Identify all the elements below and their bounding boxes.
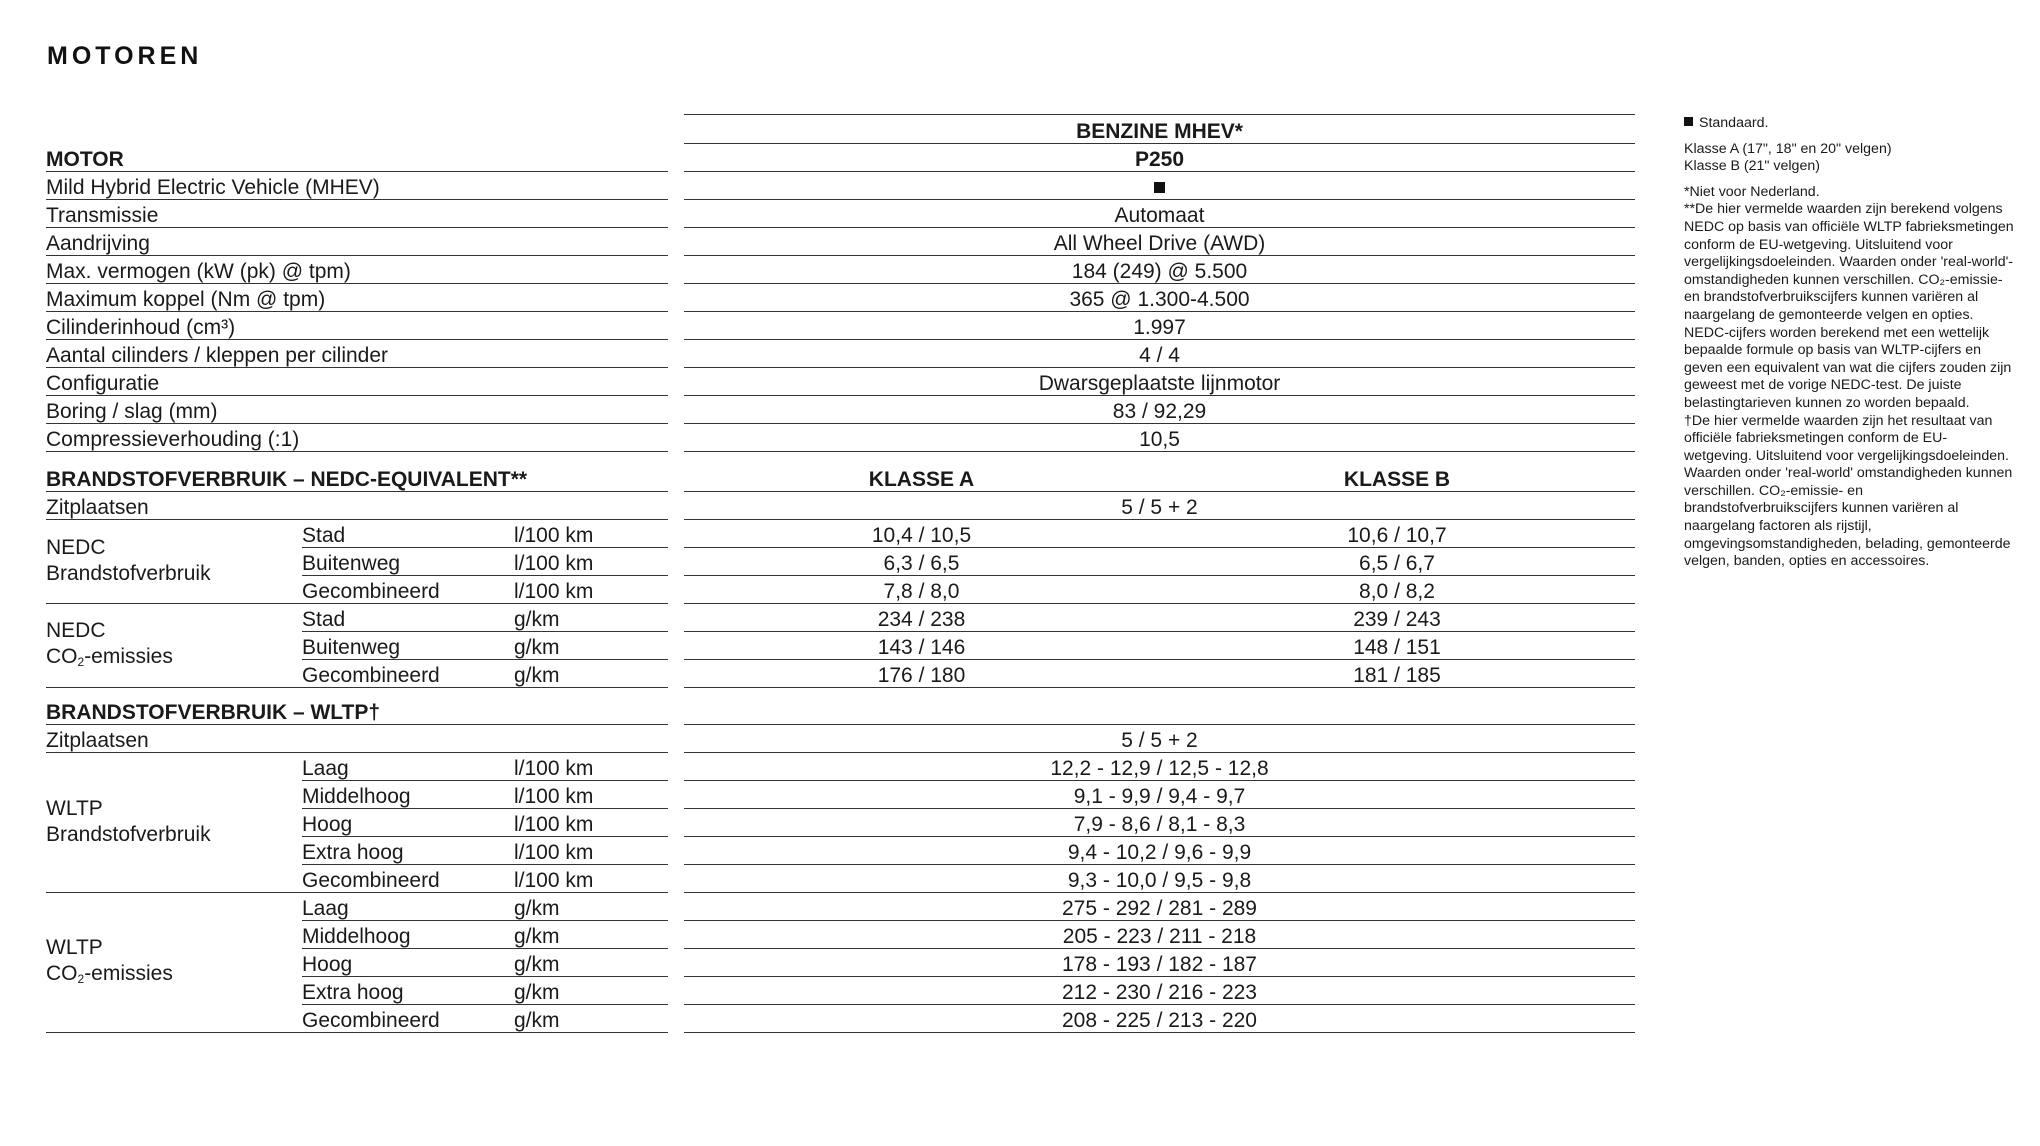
- spec-label: Max. vermogen (kW (pk) @ tpm): [46, 260, 351, 283]
- seats-value: 5 / 5 + 2: [1121, 496, 1198, 519]
- table-row: Middelhoog l/100 km: [302, 781, 668, 809]
- table-row: [46, 256, 668, 284]
- table-row: 9,3 - 10,0 / 9,5 - 9,8: [684, 865, 1635, 893]
- fuel-type-header: BENZINE MHEV*: [1076, 120, 1243, 143]
- wltp-fuel-group-label: WLTP Brandstofverbruik: [46, 797, 211, 846]
- spec-label: Aantal cilinders / kleppen per cilinder: [46, 344, 389, 367]
- table-row: Gecombineerd l/100 km: [46, 576, 668, 604]
- spec-label: Configuratie: [46, 372, 160, 395]
- spec-label: Compressieverhouding (:1): [46, 428, 300, 451]
- table-row: Gecombineerd g/km: [46, 1005, 668, 1033]
- table-row: 7,8 / 8,0 8,0 / 8,2: [684, 576, 1635, 604]
- klasse-b-header: KLASSE B: [1343, 468, 1451, 491]
- spec-label: Transmissie: [46, 204, 159, 227]
- spec-value: 365 @ 1.300-4.500: [1069, 288, 1250, 311]
- table-row: Buitenweg l/100 km: [302, 548, 668, 576]
- spec-label: Mild Hybrid Electric Vehicle (MHEV): [46, 176, 380, 199]
- table-row: [46, 396, 668, 424]
- table-row: [46, 228, 668, 256]
- spec-value: 4 / 4: [1139, 344, 1180, 367]
- table-row: [46, 368, 668, 396]
- motor-value: P250: [1134, 148, 1185, 171]
- footnote-niet-nl: *Niet voor Nederland.: [1684, 183, 1820, 200]
- table-row: Gecombineerd l/100 km: [46, 865, 668, 893]
- nedc-heading-row: [46, 464, 668, 492]
- klasse-header-row: [684, 464, 1635, 492]
- seats-label: Zitplaatsen: [46, 729, 149, 752]
- wltp-seats-value-row: [684, 725, 1635, 753]
- table-row: Extra hoog l/100 km: [302, 837, 668, 865]
- spec-value: Automaat: [1114, 204, 1205, 227]
- table-row: 12,2 - 12,9 / 12,5 - 12,8: [684, 753, 1635, 781]
- spec-value: All Wheel Drive (AWD): [1053, 232, 1266, 255]
- nedc-fuel-group-label: NEDC Brandstofverbruik: [46, 536, 211, 585]
- table-row: 275 - 292 / 281 - 289: [684, 893, 1635, 921]
- table-row: [684, 312, 1635, 340]
- table-row: [684, 200, 1635, 228]
- table-row: 234 / 238 239 / 243: [684, 604, 1635, 632]
- table-row: 205 - 223 / 211 - 218: [684, 921, 1635, 949]
- page-title: MOTOREN: [47, 42, 203, 70]
- table-row: Laag g/km: [302, 893, 668, 921]
- table-row: [684, 228, 1635, 256]
- table-row: [46, 312, 668, 340]
- wltp-co2-group-label: WLTP $CO_2$-emissies: [46, 936, 173, 986]
- table-row: [684, 368, 1635, 396]
- table-row: Stad g/km: [302, 604, 668, 632]
- nedc-seats-row: [46, 492, 668, 520]
- table-row: [46, 340, 668, 368]
- table-row: [46, 424, 668, 452]
- table-row: 9,1 - 9,9 / 9,4 - 9,7: [684, 781, 1635, 809]
- table-row: [684, 256, 1635, 284]
- standard-square-icon: [1154, 182, 1165, 193]
- table-row: 178 - 193 / 182 - 187: [684, 949, 1635, 977]
- wltp-heading-row: [46, 697, 668, 725]
- nedc-co2-group-label: NEDC $CO_2$-emissies: [46, 619, 173, 669]
- table-row: Stad l/100 km: [302, 520, 668, 548]
- table-row: 9,4 - 10,2 / 9,6 - 9,9: [684, 837, 1635, 865]
- table-row: 212 - 230 / 216 - 223: [684, 977, 1635, 1005]
- table-top-rule: [684, 114, 1635, 115]
- nedc-heading: BRANDSTOFVERBRUIK – NEDC-EQUIVALENT**: [46, 468, 528, 491]
- seats-value: 5 / 5 + 2: [1121, 729, 1198, 752]
- table-row: 10,4 / 10,5 10,6 / 10,7: [684, 520, 1635, 548]
- wltp-heading: BRANDSTOFVERBRUIK – WLTP†: [46, 701, 381, 724]
- table-row: 7,9 - 8,6 / 8,1 - 8,3: [684, 809, 1635, 837]
- table-row: Gecombineerd g/km: [46, 660, 668, 688]
- motor-label-row: [46, 144, 668, 172]
- table-row: Extra hoog g/km: [302, 977, 668, 1005]
- spec-value: 10,5: [1139, 428, 1180, 451]
- spec-value: 184 (249) @ 5.500: [1071, 260, 1248, 283]
- table-row: [46, 172, 668, 200]
- table-row: [684, 424, 1635, 452]
- spec-value: [684, 172, 1635, 199]
- table-row: [684, 284, 1635, 312]
- fuel-type-header-row: [684, 116, 1635, 144]
- klasse-a-header: KLASSE A: [868, 468, 975, 491]
- spec-value: 83 / 92,29: [1112, 400, 1207, 423]
- table-row: Hoog l/100 km: [302, 809, 668, 837]
- table-row: Hoog g/km: [302, 949, 668, 977]
- motor-label: MOTOR: [46, 148, 124, 171]
- wltp-heading-spacer: [684, 697, 1635, 725]
- table-row: [46, 284, 668, 312]
- table-row: [46, 200, 668, 228]
- table-row: 143 / 146 148 / 151: [684, 632, 1635, 660]
- spec-label: Cilinderinhoud (cm³): [46, 316, 236, 339]
- standard-square-icon: [1684, 117, 1693, 126]
- footnote-nedc: **De hier vermelde waarden zijn berekend volgens NEDC op basis van officiële WLTP fabrieksmetingen conform de EU-wetgeving. Uitsluitend voor vergelijkingsdoeleinden. Waarden onder 'real-world'-omstandigheden kunnen verschillen. CO₂-emissie- en brandstofverbruikscijfers kunnen variëren al naargelang de gemonteerde velgen en opties. NEDC-cijfers worden berekend met een wettelijk bepaalde formule op basis van WLTP-cijfers en geven een equivalent van wat die cijfers zouden zijn geweest met de vorige NEDC-test. De juiste belastingtarieven kunnen zo worden bepaald.: [1684, 201, 2014, 411]
- motor-value-row: [684, 144, 1635, 172]
- table-row: [684, 340, 1635, 368]
- footnote-standard: Standaard.: [1684, 115, 2014, 133]
- footnotes: [1684, 115, 2014, 571]
- spec-label: Aandrijving: [46, 232, 150, 255]
- wltp-seats-row: [46, 725, 668, 753]
- seats-label: Zitplaatsen: [46, 496, 149, 519]
- table-row: 6,3 / 6,5 6,5 / 6,7: [684, 548, 1635, 576]
- table-row: Laag l/100 km: [302, 753, 668, 781]
- footnote-klasse-a: Klasse A (17", 18" en 20" velgen): [1684, 140, 1892, 157]
- footnote-klasse-b: Klasse B (21" velgen): [1684, 158, 1820, 175]
- table-row: [684, 396, 1635, 424]
- table-row: [684, 172, 1635, 200]
- table-row: Buitenweg g/km: [302, 632, 668, 660]
- footnote-wltp: †De hier vermelde waarden zijn het resultaat van officiële fabrieksmetingen conform de EU-wetgeving. Uitsluitend voor vergelijkingsdoeleinden. Waarden onder 'real-world' omstandigheden kunnen verschillen. CO₂-emissie- en brandstofverbruikscijfers kunnen variëren al naargelang factoren als rijstijl, omgevingsomstandigheden, belading, gemonteerde velgen, banden, opties en accessoires.: [1684, 412, 2013, 570]
- spec-value: 1.997: [1133, 316, 1186, 339]
- spec-label: Maximum koppel (Nm @ tpm): [46, 288, 326, 311]
- spec-value: Dwarsgeplaatste lijnmotor: [1038, 372, 1281, 395]
- nedc-seats-value-row: [684, 492, 1635, 520]
- table-row: Middelhoog g/km: [302, 921, 668, 949]
- table-row: 176 / 180 181 / 185: [684, 660, 1635, 688]
- spec-label: Boring / slag (mm): [46, 400, 218, 423]
- table-row: 208 - 225 / 213 - 220: [684, 1005, 1635, 1033]
